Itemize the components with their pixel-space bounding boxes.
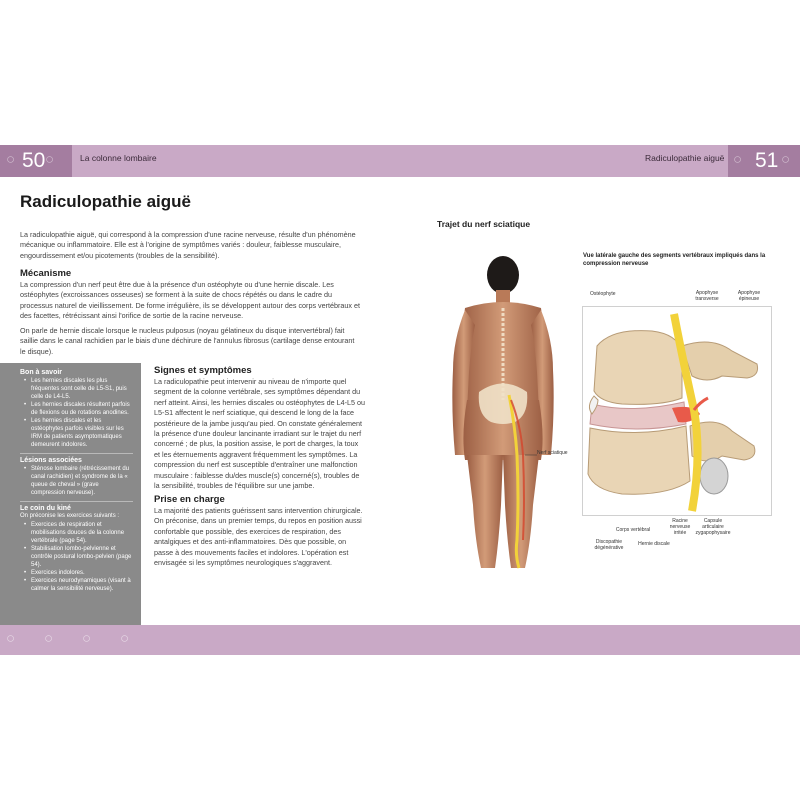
sidebar-list-item: • Les hernies discales les plus fréquentes sont celle de L5-S1, puis celle de L4-L5. bbox=[31, 377, 133, 401]
signes-paragraph: La radiculopathie peut intervenir au niveau de n'importe quel segment de la colonne vertébrale, ses symptômes dépendant du nerf atteint. Ainsi, les hernies discales ou ostéophytes de L4-L5 ou L5-S1 affectent le nerf sciatique, qui descend le long de la face postérieure de la jambe jusqu'au pied. On constate généralement la présence d'une douleur lancinante irradiant sur le trajet du nerf concerné ; de plus, la position assise, le port de charges, la toux et les éternuements aggravent fréquemment les symptômes. La compression du nerf est susceptible d'entraîner une malfonction musculaire : faiblesse du/des muscle(s) concerné(s), troubles de la sensibilité, troubles de l'équilibre sur une jambe. bbox=[154, 377, 365, 491]
mecanisme-paragraph-2: On parle de hernie discale lorsque le nucleus pulposus (noyau gélatineux du disque intervertébral) fait saillie dans le canal rachidien par le biais d'une déchirure de l'annulus fibrosus (cartilage dense entourant le disque). bbox=[20, 326, 355, 356]
left-page-number: 50 bbox=[22, 149, 46, 172]
right-running-title: Radiculopathie aiguë bbox=[645, 153, 725, 163]
prise-paragraph: La majorité des patients guérissent sans intervention chirurgicale. On préconise, dans un premier temps, du repos en position aussi confortable que possible, des exercices de respiration, des antalgiques et des anti-inflammatoires. Dès que possible, on passe à des mouvements faciles et indolores. L'opération est envisagée si les symptômes neurologiques s'aggravent. bbox=[154, 506, 363, 568]
decorative-circle-icon: ○ bbox=[6, 151, 16, 168]
sidebar-list-item: • Exercices de respiration et mobilisations douces de la colonne vertébrale (page 54). bbox=[31, 521, 133, 545]
sidebar-divider bbox=[20, 453, 133, 454]
sidebar-box bbox=[0, 363, 141, 625]
left-running-title: La colonne lombaire bbox=[80, 153, 157, 163]
decorative-circle-icon: ○ bbox=[6, 630, 16, 647]
sidebar-divider bbox=[20, 501, 133, 502]
label-apophyse-transverse: Apophyse transverse bbox=[695, 290, 719, 302]
label-discopathie: Discopathie dégénérative bbox=[594, 539, 624, 551]
signes-heading: Signes et symptômes bbox=[154, 365, 252, 376]
label-apophyse-epineuse: Apophyse épineuse bbox=[737, 290, 761, 302]
figure-title-trajet: Trajet du nerf sciatique bbox=[437, 219, 531, 229]
mecanisme-heading: Mécanisme bbox=[20, 268, 72, 279]
vertebra-illustration bbox=[582, 306, 772, 516]
intro-paragraph: La radiculopathie aiguë, qui correspond à la compression d'une racine nerveuse, résulte d'un phénomène mécanique ou inflammatoire. Elle est à l'origine de symptômes variés : douleur, faiblesse musculaire, engourdissement et/ou picotements (troubles de la sensibilité). bbox=[20, 230, 356, 260]
right-page-number: 51 bbox=[755, 149, 779, 172]
human-body-illustration bbox=[445, 250, 575, 575]
label-nerf-sciatique: Nerf sciatique bbox=[537, 450, 568, 456]
sidebar-list-item: • Exercices indolores. bbox=[31, 569, 133, 577]
sidebar-heading-kine: Le coin du kiné bbox=[20, 505, 71, 512]
decorative-circle-icon: ○ bbox=[82, 630, 92, 647]
sidebar-list-item: • Exercices neurodynamiques (visant à calmer la sensibilité nerveuse). bbox=[31, 577, 133, 593]
decorative-circle-icon: ○ bbox=[45, 151, 55, 168]
label-hernie-discale: Hernie discale bbox=[638, 541, 670, 547]
sidebar-heading-bon-a-savoir: Bon à savoir bbox=[20, 369, 63, 376]
label-osteophyte: Ostéophyte bbox=[590, 291, 616, 297]
sidebar-list-item: • Les hernies discales résultent parfois de flexions ou de rotations anodines. bbox=[31, 401, 133, 417]
decorative-circle-icon: ○ bbox=[44, 630, 54, 647]
decorative-circle-icon: ○ bbox=[781, 151, 791, 168]
label-capsule: Capsule articulaire zygapophysaire bbox=[695, 518, 731, 536]
label-corps-vertebral: Corps vertébral bbox=[615, 527, 651, 533]
sidebar-heading-lesions: Lésions associées bbox=[20, 457, 82, 464]
prise-heading: Prise en charge bbox=[154, 494, 225, 505]
sidebar-list-item: • Les hernies discales et les ostéophytes parfois visibles sur les IRM de patients asymptomatiques demeurent indolores. bbox=[31, 417, 133, 449]
label-racine-nerveuse: Racine nerveuse irritée bbox=[669, 518, 691, 536]
decorative-circle-icon: ○ bbox=[733, 151, 743, 168]
page-title: Radiculopathie aiguë bbox=[20, 192, 191, 211]
figure-title-vue-laterale: Vue latérale gauche des segments vertébraux impliqués dans la compression nerveuse bbox=[583, 253, 766, 267]
mecanisme-paragraph-1: La compression d'un nerf peut être due à la présence d'un ostéophyte ou d'une hernie discale. Les ostéophytes (excroissances osseuses) se forment à la suite de chocs répétés ou dans le cadre du processus naturel de vieillissement. De forme irrégulière, ils se développent autour des corps vertébraux et des facettes, rétrécissant ainsi l'orifice de sortie de la racine nerveuse. bbox=[20, 280, 360, 321]
sidebar-list-item: • Sténose lombaire (rétrécissement du canal rachidien) et syndrome de la « queue de cheval » (grave compression nerveuse). bbox=[31, 465, 133, 497]
sidebar-list-item: • Stabilisation lombo-pelvienne et contrôle postural lombo-pelvien (page 54). bbox=[31, 545, 133, 569]
sidebar-kine-intro: On préconise les exercices suivants : bbox=[20, 513, 120, 519]
decorative-circle-icon: ○ bbox=[120, 630, 130, 647]
